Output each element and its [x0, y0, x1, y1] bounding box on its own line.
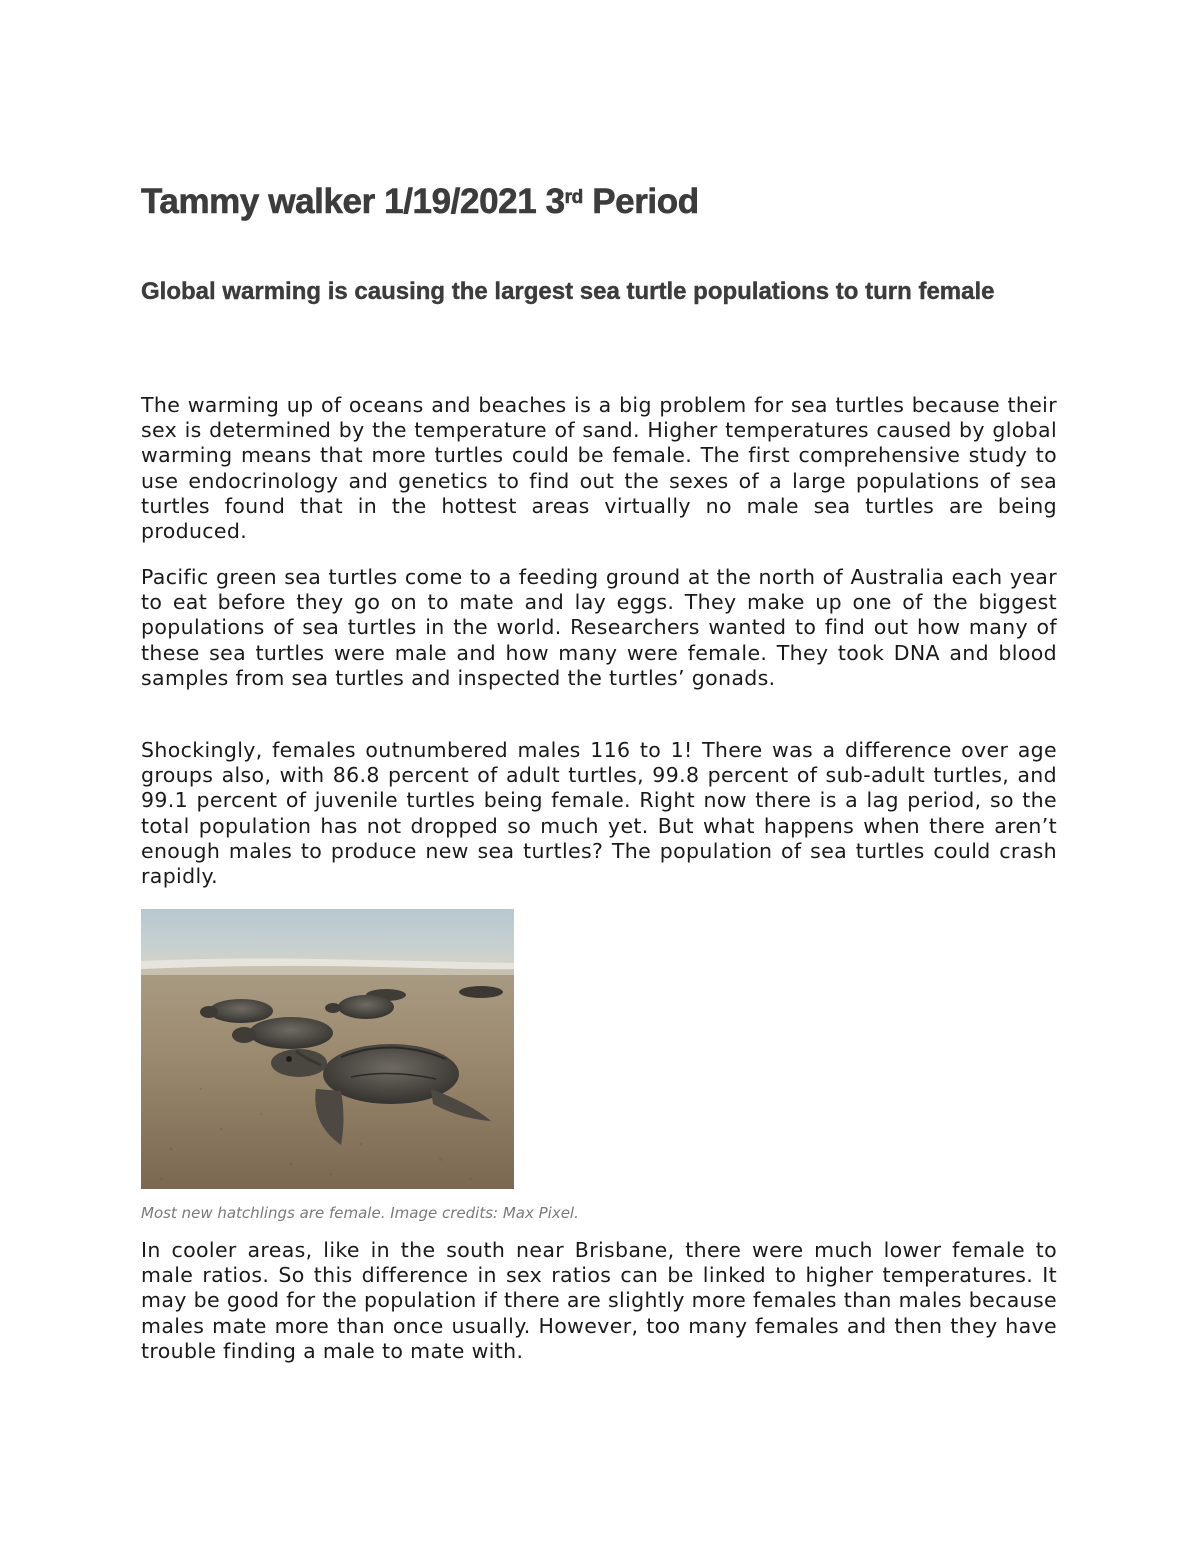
paragraph-1: The warming up of oceans and beaches is a big problem for sea turtles because their sex is determined by the temperature of sand. Higher temperatures caused by global warming means that more turtles could be female. The first comprehensive study to use endocrinology and genetics to find out the sexes of a large populations of sea turtles found that in the hottest areas virtually no male sea turtles are being produced. [141, 393, 1057, 544]
image-caption: Most new hatchlings are female. Image credits: Max Pixel. [141, 1204, 579, 1222]
paragraph-2: Pacific green sea turtles come to a feeding ground at the north of Australia each year to eat before they go on to mate and lay eggs. They make up one of the biggest populations of sea turtles in the world. Researchers wanted to find out how many of these sea turtles were male and how many were female. They took DNA and blood samples from sea turtles and inspected the turtles’ gonads. [141, 565, 1057, 690]
sea-turtle-hatchlings-photo [141, 909, 514, 1189]
paragraph-4: In cooler areas, like in the south near Brisbane, there were much lower female to male ratios. So this difference in sex ratios can be linked to higher temperatures. It may be good for the population if there are slightly more females than males because males mate more than once usually. However, too many females and then they have trouble finding a male to mate with. [141, 1238, 1057, 1363]
paragraph-3: Shockingly, females outnumbered males 116 to 1! There was a difference over age groups also, with 86.8 percent of adult turtles, 99.8 percent of sub-adult turtles, and 99.1 percent of juvenile turtles being female. Right now there is a lag period, so the total population has not dropped so much yet. But what happens when there aren’t enough males to produce new sea turtles? The population of sea turtles could crash rapidly. [141, 738, 1057, 889]
article-headline: Global warming is causing the largest sea turtle populations to turn female [141, 278, 995, 305]
title-superscript: rd [564, 187, 583, 208]
title-main: Tammy walker 1/19/2021 3 [141, 182, 565, 221]
title-end: Period [582, 182, 699, 221]
document-title [141, 176, 699, 228]
